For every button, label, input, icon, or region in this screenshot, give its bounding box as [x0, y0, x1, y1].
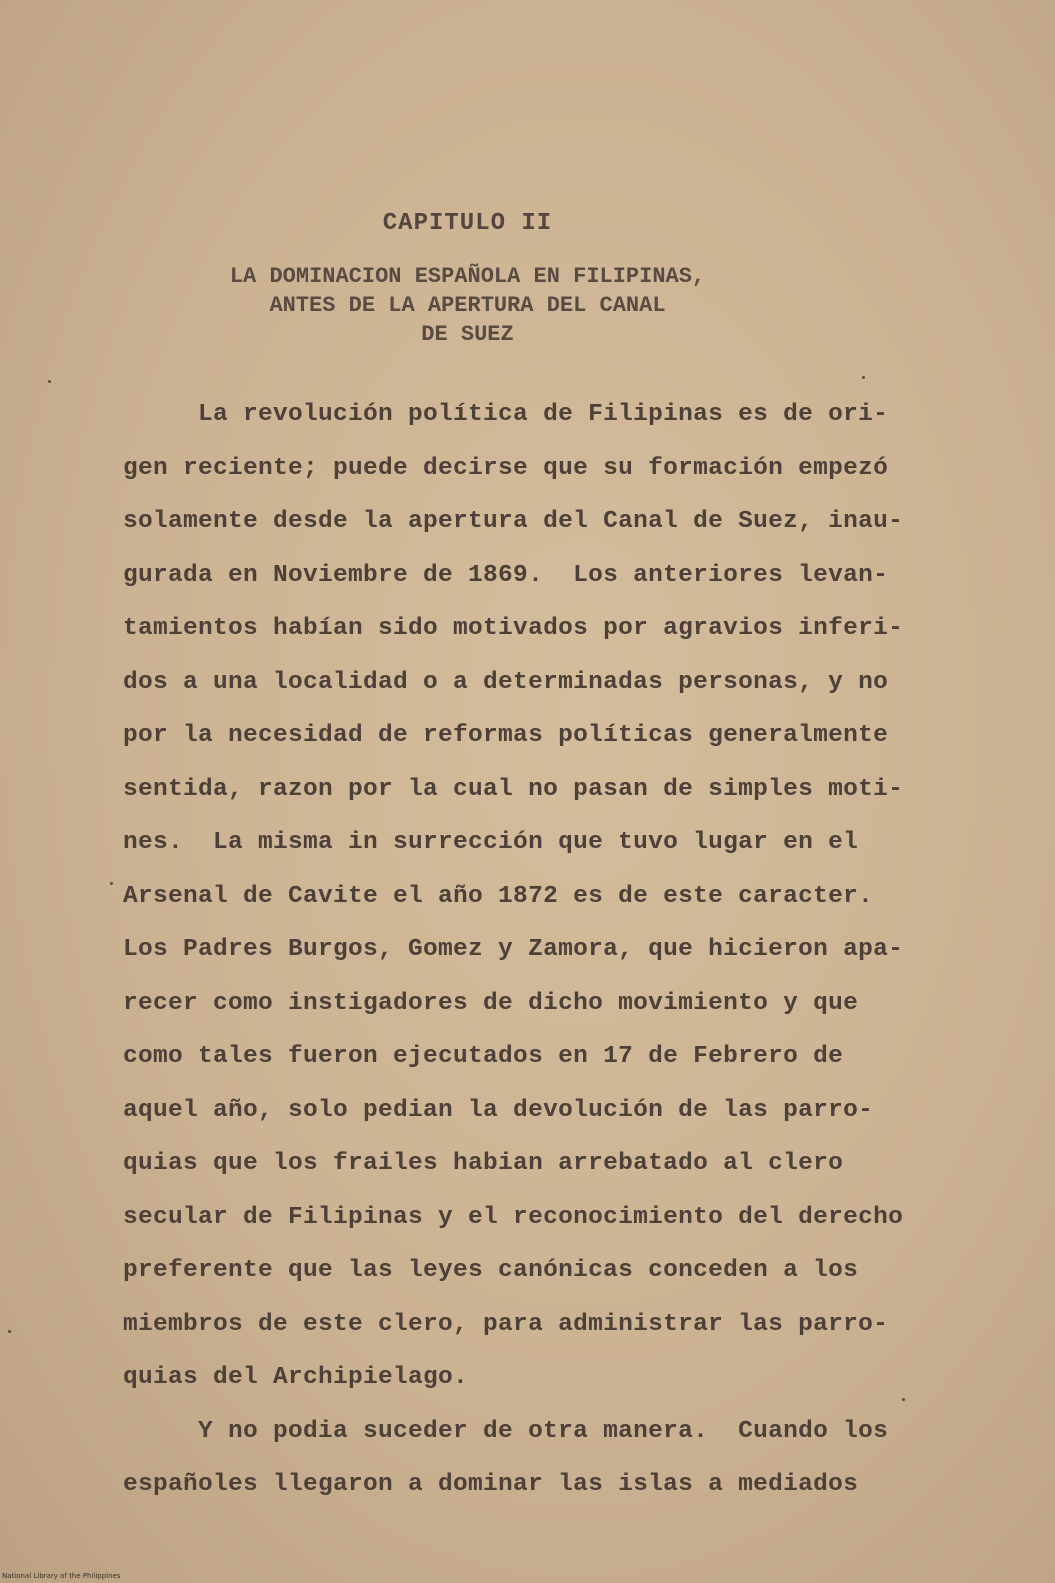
- paper-speck: [862, 376, 865, 379]
- text-line: tamientos habían sido motivados por agravios inferi-: [123, 615, 904, 642]
- heading-line: ANTES DE LA APERTURA DEL CANAL: [269, 293, 666, 318]
- text-line: como tales fueron ejecutados en 17 de Febrero de: [123, 1043, 844, 1070]
- text-line: por la necesidad de reformas políticas generalmente: [123, 722, 889, 749]
- text-line: La revolución política de Filipinas es de ori-: [123, 401, 889, 428]
- text-line: sentida, razon por la cual no pasan de simples moti-: [123, 775, 904, 803]
- text-line: preferente que las leyes canónicas conceden a los: [123, 1257, 859, 1284]
- text-line: gurada en Noviembre de 1869. Los anteriores levan-: [123, 561, 889, 589]
- text-line: Y no podia suceder de otra manera. Cuando los: [123, 1417, 889, 1445]
- chapter-heading: [0, 262, 995, 349]
- paper-speck: [8, 1330, 11, 1333]
- paper-speck: [48, 380, 51, 383]
- text-line: gen reciente; puede decirse que su formación empezó: [123, 454, 889, 482]
- text-line: aquel año, solo pedian la devolución de las parro-: [123, 1096, 874, 1124]
- text-line: solamente desde la apertura del Canal de Suez, inau-: [123, 508, 904, 535]
- text-line: secular de Filipinas y el reconocimiento del derecho: [123, 1203, 904, 1231]
- text-line: Arsenal de Cavite el año 1872 es de este caracter.: [123, 882, 874, 910]
- text-line: quias que los frailes habian arrebatado al clero: [123, 1150, 844, 1177]
- text-line: Los Padres Burgos, Gomez y Zamora, que hicieron apa-: [123, 936, 904, 963]
- paper-speck: [110, 882, 113, 885]
- text-line: quias del Archipielago.: [123, 1364, 469, 1391]
- text-line: recer como instigadores de dicho movimiento y que: [123, 989, 859, 1017]
- text-line: nes. La misma in surrección que tuvo lugar en el: [123, 829, 859, 856]
- heading-line: DE SUEZ: [421, 322, 514, 347]
- text-line: miembros de este clero, para administrar las parro-: [123, 1310, 889, 1338]
- heading-line: LA DOMINACION ESPAÑOLA EN FILIPINAS,: [229, 264, 706, 289]
- paper-speck: [902, 1398, 905, 1401]
- footer-credit: National Library of the Philippines: [2, 1572, 121, 1580]
- body-text: [123, 388, 953, 1512]
- chapter-title: CAPITULO II: [382, 210, 553, 237]
- text-line: dos a una localidad o a determinadas personas, y no: [123, 668, 889, 696]
- text-line: españoles llegaron a dominar las islas a mediados: [123, 1471, 859, 1498]
